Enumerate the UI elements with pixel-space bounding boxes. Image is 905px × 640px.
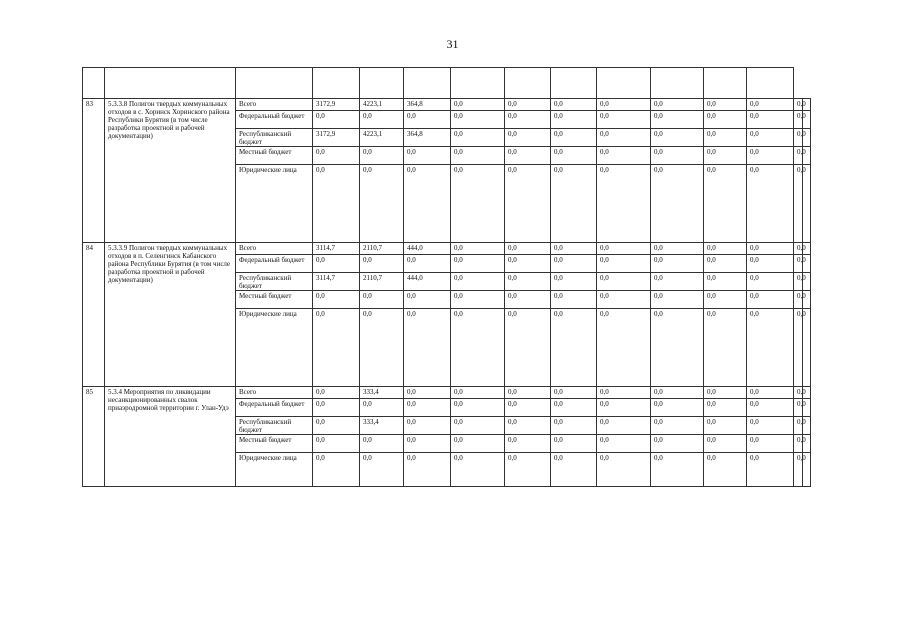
value-cell: 0,0 [551, 435, 597, 453]
value-cell: 0,0 [505, 453, 551, 487]
value-cell: 3114,7 [313, 273, 360, 291]
value-cell: 0,0 [360, 309, 404, 387]
value-cell: 0,0 [651, 387, 704, 399]
funding-source: Юридические лица [236, 165, 313, 243]
value-cell: 0,0 [747, 243, 794, 255]
value-cell: 0,0 [451, 453, 505, 487]
header-cell [83, 68, 105, 99]
value-cell: 0,0 [505, 99, 551, 111]
entry-name: 5.3.4 Мероприятия по ликвидации несанкционированных свалок приаэродромной территории г. Улан-Удэ [105, 387, 236, 487]
header-cell [360, 68, 404, 99]
value-cell: 0,0 [597, 453, 651, 487]
header-cell [747, 68, 794, 99]
value-cell: 0,0 [404, 147, 451, 165]
value-cell: 0,0 [551, 387, 597, 399]
header-cell [551, 68, 597, 99]
value-cell: 3172,9 [313, 99, 360, 111]
value-cell: 0,0 [747, 309, 794, 387]
value-cell: 0,0 [794, 147, 803, 165]
value-cell: 0,0 [451, 129, 505, 147]
value-cell: 0,0 [794, 273, 803, 291]
value-cell: 0,0 [451, 273, 505, 291]
value-cell: 0,0 [451, 417, 505, 435]
value-cell: 0,0 [794, 309, 803, 387]
value-cell: 0,0 [404, 435, 451, 453]
value-cell: 0,0 [505, 243, 551, 255]
value-cell: 0,0 [451, 111, 505, 129]
value-cell: 0,0 [404, 399, 451, 417]
value-cell: 0,0 [651, 129, 704, 147]
value-cell: 0,0 [651, 273, 704, 291]
header-cell [651, 68, 704, 99]
value-cell: 0,0 [704, 435, 747, 453]
entry-name: 5.3.3.8 Полигон твердых коммунальных отходов в с. Хоринск Хоринского района Республики Бурятия (в том числе разработка проектной и рабочей документации) [105, 99, 236, 243]
budget-table [82, 67, 811, 487]
value-cell: 0,0 [597, 291, 651, 309]
value-cell: 0,0 [597, 309, 651, 387]
value-cell: 0,0 [747, 165, 794, 243]
value-cell: 0,0 [704, 243, 747, 255]
value-cell: 0,0 [505, 111, 551, 129]
entry-number: 84 [83, 243, 105, 387]
value-cell: 0,0 [360, 165, 404, 243]
value-cell: 0,0 [794, 435, 803, 453]
entry-name: 5.3.3.9 Полигон твердых коммунальных отходов в п. Селенгинск Кабанского района Республики Бурятия (в том числе разработка проектной и рабочей документации) [105, 243, 236, 387]
value-cell: 3172,9 [313, 129, 360, 147]
value-cell: 0,0 [794, 417, 803, 435]
value-cell: 0,0 [451, 255, 505, 273]
value-cell: 0,0 [551, 99, 597, 111]
value-cell: 0,0 [313, 147, 360, 165]
value-cell: 0,0 [551, 255, 597, 273]
funding-source: Республиканский бюджет [236, 417, 313, 435]
value-cell: 0,0 [404, 291, 451, 309]
value-cell: 0,0 [313, 399, 360, 417]
value-cell: 0,0 [313, 255, 360, 273]
value-cell: 4223,1 [360, 99, 404, 111]
value-cell: 0,0 [794, 129, 803, 147]
table-row [83, 99, 811, 111]
value-cell: 0,0 [597, 417, 651, 435]
header-row [83, 68, 811, 99]
value-cell: 0,0 [313, 417, 360, 435]
value-cell: 0,0 [404, 165, 451, 243]
funding-source: Всего [236, 99, 313, 111]
value-cell: 0,0 [794, 399, 803, 417]
value-cell: 0,0 [651, 309, 704, 387]
header-cell [451, 68, 505, 99]
value-cell: 0,0 [551, 147, 597, 165]
value-cell: 0,0 [451, 399, 505, 417]
value-cell: 0,0 [704, 273, 747, 291]
value-cell: 0,0 [794, 243, 803, 255]
value-cell: 0,0 [651, 243, 704, 255]
value-cell: 0,0 [551, 399, 597, 417]
page-number: 31 [446, 37, 459, 51]
value-cell: 0,0 [597, 147, 651, 165]
value-cell: 0,0 [651, 399, 704, 417]
value-cell: 0,0 [313, 387, 360, 399]
funding-source: Всего [236, 243, 313, 255]
value-cell: 0,0 [704, 255, 747, 273]
value-cell: 0,0 [551, 453, 597, 487]
value-cell: 0,0 [747, 453, 794, 487]
value-cell: 0,0 [747, 255, 794, 273]
header-cell [404, 68, 451, 99]
value-cell: 0,0 [704, 291, 747, 309]
empty-cell [802, 309, 811, 387]
value-cell: 0,0 [597, 165, 651, 243]
value-cell: 0,0 [597, 273, 651, 291]
value-cell: 0,0 [651, 111, 704, 129]
value-cell: 0,0 [505, 273, 551, 291]
value-cell: 0,0 [360, 111, 404, 129]
value-cell: 0,0 [360, 453, 404, 487]
value-cell: 0,0 [704, 111, 747, 129]
funding-source: Федеральный бюджет [236, 111, 313, 129]
value-cell: 0,0 [451, 99, 505, 111]
value-cell: 364,8 [404, 129, 451, 147]
value-cell: 0,0 [651, 417, 704, 435]
value-cell: 333,4 [360, 387, 404, 399]
value-cell: 0,0 [404, 255, 451, 273]
value-cell: 0,0 [451, 435, 505, 453]
value-cell: 0,0 [551, 243, 597, 255]
value-cell: 0,0 [360, 435, 404, 453]
value-cell: 0,0 [651, 99, 704, 111]
value-cell: 0,0 [704, 147, 747, 165]
value-cell: 0,0 [704, 387, 747, 399]
value-cell: 0,0 [313, 435, 360, 453]
empty-cell [802, 165, 811, 243]
funding-source: Всего [236, 387, 313, 399]
value-cell: 0,0 [794, 111, 803, 129]
value-cell: 0,0 [651, 453, 704, 487]
value-cell: 0,0 [747, 417, 794, 435]
value-cell: 0,0 [551, 309, 597, 387]
value-cell: 0,0 [597, 387, 651, 399]
value-cell: 0,0 [451, 309, 505, 387]
value-cell: 0,0 [704, 399, 747, 417]
value-cell: 0,0 [597, 111, 651, 129]
value-cell: 0,0 [505, 417, 551, 435]
value-cell: 0,0 [794, 255, 803, 273]
value-cell: 444,0 [404, 243, 451, 255]
value-cell: 0,0 [597, 399, 651, 417]
value-cell: 0,0 [597, 129, 651, 147]
funding-source: Местный бюджет [236, 147, 313, 165]
value-cell: 0,0 [794, 99, 803, 111]
value-cell: 0,0 [704, 99, 747, 111]
funding-source: Местный бюджет [236, 435, 313, 453]
funding-source: Федеральный бюджет [236, 255, 313, 273]
value-cell: 333,4 [360, 417, 404, 435]
table-row [83, 387, 811, 399]
entry-number: 83 [83, 99, 105, 243]
value-cell: 0,0 [794, 453, 803, 487]
table-row [83, 243, 811, 255]
value-cell: 0,0 [597, 99, 651, 111]
value-cell: 0,0 [551, 273, 597, 291]
value-cell: 0,0 [313, 165, 360, 243]
value-cell: 0,0 [747, 99, 794, 111]
value-cell: 0,0 [747, 273, 794, 291]
value-cell: 0,0 [551, 129, 597, 147]
value-cell: 0,0 [551, 417, 597, 435]
value-cell: 0,0 [505, 399, 551, 417]
value-cell: 364,8 [404, 99, 451, 111]
funding-source: Республиканский бюджет [236, 273, 313, 291]
funding-source: Республиканский бюджет [236, 129, 313, 147]
funding-source: Местный бюджет [236, 291, 313, 309]
value-cell: 0,0 [651, 165, 704, 243]
value-cell: 0,0 [404, 417, 451, 435]
value-cell: 0,0 [747, 387, 794, 399]
value-cell: 0,0 [704, 417, 747, 435]
value-cell: 0,0 [597, 243, 651, 255]
value-cell: 0,0 [704, 165, 747, 243]
value-cell: 0,0 [651, 291, 704, 309]
value-cell: 0,0 [451, 387, 505, 399]
value-cell: 0,0 [505, 291, 551, 309]
value-cell: 0,0 [404, 111, 451, 129]
value-cell: 0,0 [313, 291, 360, 309]
header-cell [105, 68, 236, 99]
value-cell: 0,0 [651, 255, 704, 273]
value-cell: 0,0 [747, 111, 794, 129]
value-cell: 0,0 [747, 291, 794, 309]
value-cell: 0,0 [551, 111, 597, 129]
value-cell: 0,0 [794, 291, 803, 309]
header-cell [505, 68, 551, 99]
value-cell: 0,0 [505, 435, 551, 453]
value-cell: 0,0 [747, 147, 794, 165]
value-cell: 0,0 [313, 309, 360, 387]
value-cell: 0,0 [451, 291, 505, 309]
value-cell: 0,0 [505, 309, 551, 387]
value-cell: 0,0 [451, 147, 505, 165]
value-cell: 0,0 [360, 147, 404, 165]
value-cell: 0,0 [505, 165, 551, 243]
value-cell: 0,0 [551, 291, 597, 309]
value-cell: 0,0 [360, 255, 404, 273]
header-cell [704, 68, 747, 99]
header-cell [236, 68, 313, 99]
value-cell: 0,0 [404, 387, 451, 399]
funding-source: Юридические лица [236, 309, 313, 387]
value-cell: 0,0 [360, 291, 404, 309]
value-cell: 0,0 [704, 129, 747, 147]
value-cell: 0,0 [551, 165, 597, 243]
entry-number: 85 [83, 387, 105, 487]
value-cell: 0,0 [597, 435, 651, 453]
value-cell: 0,0 [794, 387, 803, 399]
value-cell: 0,0 [505, 147, 551, 165]
value-cell: 0,0 [505, 129, 551, 147]
value-cell: 444,0 [404, 273, 451, 291]
funding-source: Юридические лица [236, 453, 313, 487]
value-cell: 2110,7 [360, 243, 404, 255]
value-cell: 0,0 [313, 111, 360, 129]
value-cell: 0,0 [451, 165, 505, 243]
value-cell: 0,0 [704, 453, 747, 487]
value-cell: 0,0 [651, 435, 704, 453]
funding-source: Федеральный бюджет [236, 399, 313, 417]
value-cell: 0,0 [505, 255, 551, 273]
value-cell: 0,0 [360, 399, 404, 417]
value-cell: 0,0 [651, 147, 704, 165]
value-cell: 0,0 [747, 129, 794, 147]
value-cell: 2110,7 [360, 273, 404, 291]
value-cell: 0,0 [794, 165, 803, 243]
header-cell [597, 68, 651, 99]
value-cell: 3114,7 [313, 243, 360, 255]
value-cell: 0,0 [313, 453, 360, 487]
value-cell: 0,0 [597, 255, 651, 273]
budget-table-body [83, 68, 811, 487]
value-cell: 0,0 [747, 399, 794, 417]
value-cell: 4223,1 [360, 129, 404, 147]
value-cell: 0,0 [505, 387, 551, 399]
value-cell: 0,0 [404, 309, 451, 387]
header-cell [313, 68, 360, 99]
value-cell: 0,0 [404, 453, 451, 487]
value-cell: 0,0 [704, 309, 747, 387]
value-cell: 0,0 [451, 243, 505, 255]
value-cell: 0,0 [747, 435, 794, 453]
